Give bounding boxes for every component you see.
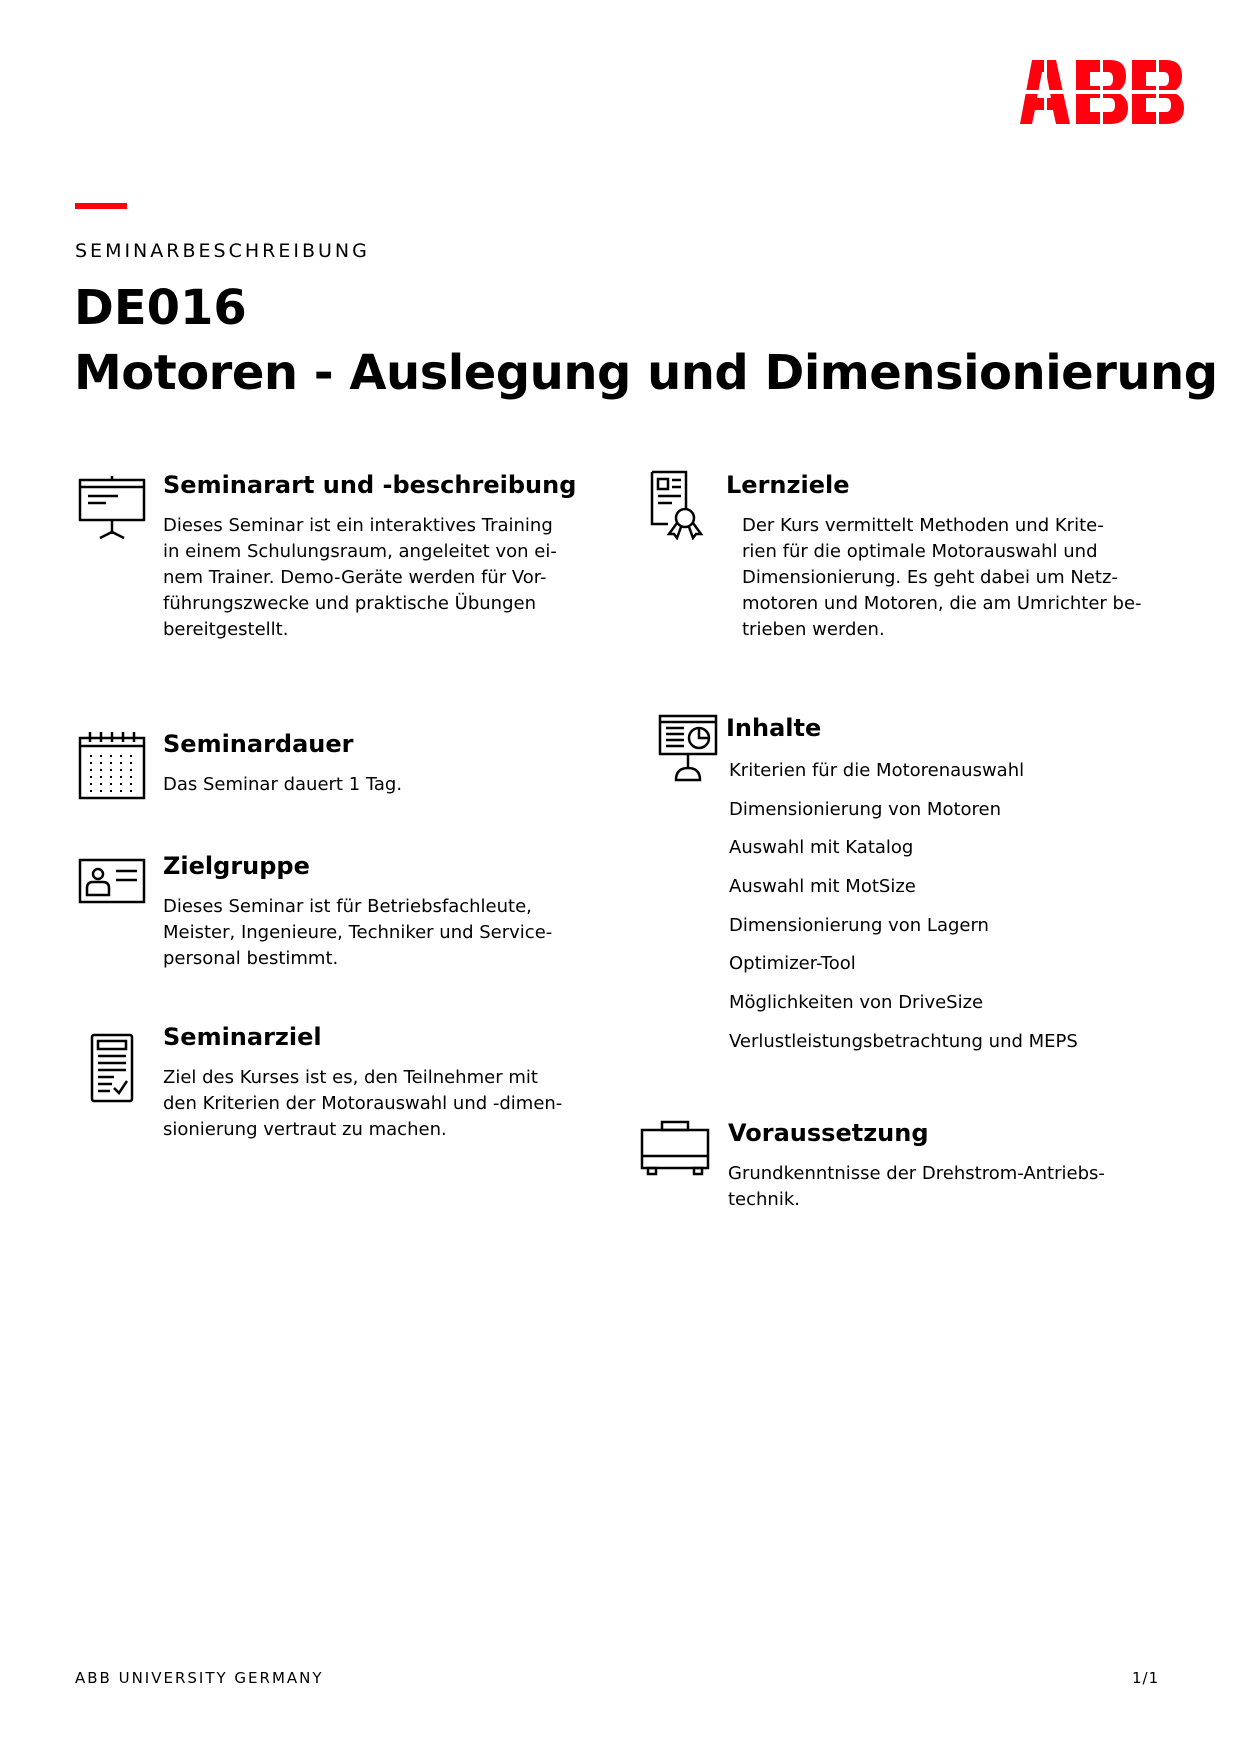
certificate-icon	[650, 470, 704, 540]
calendar-icon	[78, 730, 146, 800]
accent-bar	[75, 203, 127, 209]
voraussetzung-title: Voraussetzung	[728, 1119, 929, 1147]
eyebrow-label: SEMINARBESCHREIBUNG	[75, 240, 370, 262]
seminardauer-title: Seminardauer	[163, 730, 354, 758]
list-item: Kriterien für die Motorenauswahl	[729, 760, 1025, 781]
list-item: Dimensionierung von Lagern	[729, 914, 989, 936]
id-card-icon	[78, 858, 146, 904]
seminarart-title: Seminarart und -beschreibung	[163, 471, 577, 499]
seminarziel-title: Seminarziel	[163, 1023, 322, 1051]
seminardauer-text: Das Seminar dauert 1 Tag.	[163, 774, 403, 795]
lernziele-text: Der Kurs vermittelt Methoden und Krite- rien für die optimale Motorauswahl und Dimensionierung. Es geht dabei um Netz- motoren und Motoren, die am Umrichter be- trieben werden.	[742, 515, 1142, 640]
list-item: Optimizer-Tool	[729, 953, 856, 975]
zielgruppe-title: Zielgruppe	[163, 852, 310, 880]
list-item: Dimensionierung von Motoren	[729, 798, 1002, 820]
presentation-board-icon	[78, 474, 146, 540]
toolbox-icon	[640, 1120, 710, 1178]
list-item: Möglichkeiten von DriveSize	[729, 992, 984, 1014]
footer-organization: ABB UNIVERSITY GERMANY	[75, 1669, 324, 1687]
inhalte-list	[729, 758, 1078, 1068]
seminarart-text: Dieses Seminar ist ein interaktives Training in einem Schulungsraum, angeleitet von ei- nem Trainer. Demo-Geräte werden für Vor- führungszwecke und praktische Übungen bereitgestellt.	[163, 515, 557, 640]
zielgruppe-text: Dieses Seminar ist für Betriebsfachleute, Meister, Ingenieure, Techniker und Service- personal bestimmt.	[163, 896, 553, 969]
list-item: Auswahl mit Katalog	[729, 837, 914, 859]
lernziele-title: Lernziele	[726, 471, 850, 499]
seminarziel-text: Ziel des Kurses ist es, den Teilnehmer mit den Kriterien der Motorauswahl und -dimen- sionierung vertraut zu machen.	[163, 1067, 563, 1140]
page-title: Motoren - Auslegung und Dimensionierung	[74, 345, 1218, 401]
abb-logo	[1020, 60, 1184, 124]
checklist-icon	[90, 1033, 134, 1103]
inhalte-title: Inhalte	[726, 714, 822, 742]
list-item: Auswahl mit MotSize	[729, 876, 916, 898]
page-number: 1/1	[1132, 1669, 1160, 1687]
voraussetzung-text: Grundkenntnisse der Drehstrom-Antriebs- technik.	[728, 1163, 1105, 1210]
list-item: Verlustleistungsbetrachtung und MEPS	[729, 1030, 1078, 1052]
course-code: DE016	[74, 280, 247, 336]
presentation-chart-icon	[658, 714, 718, 784]
